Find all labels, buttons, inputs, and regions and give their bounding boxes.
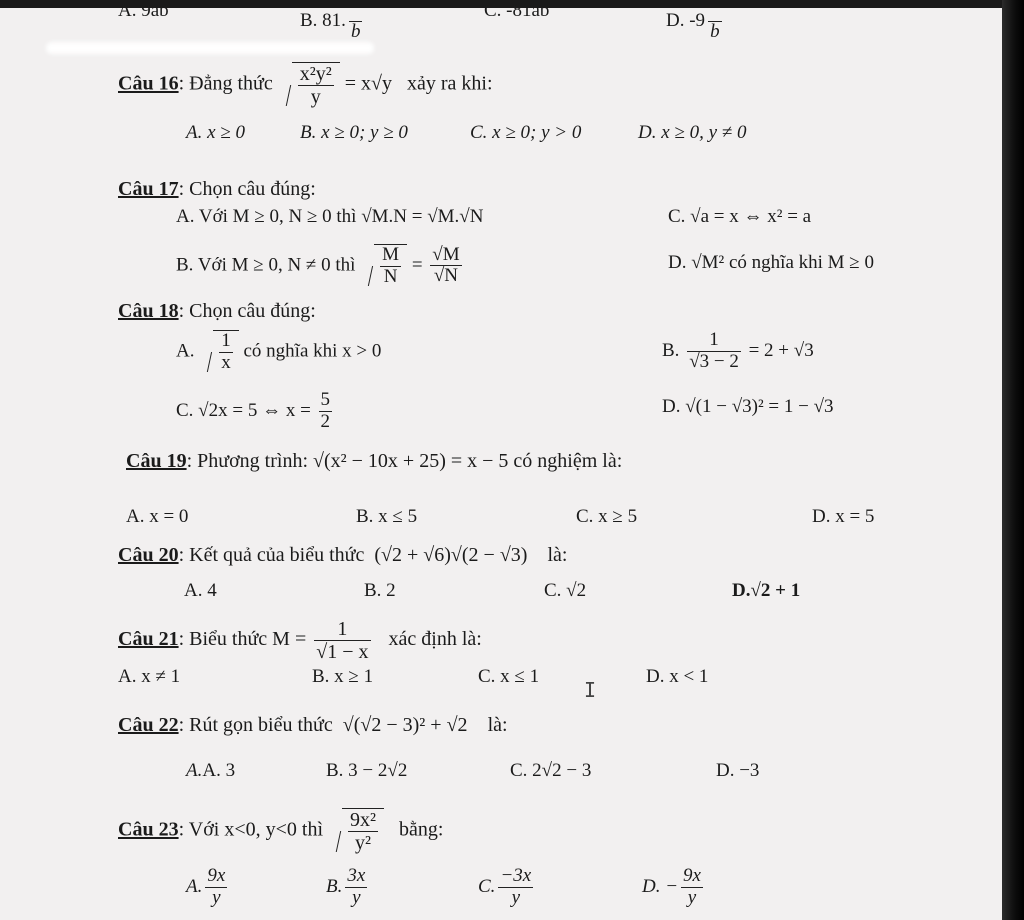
q15-option-b: B. 81. b: [300, 0, 365, 43]
question-text: : Chọn câu đúng:: [178, 178, 316, 200]
q17-option-c: C. √a = x ⇔ x² = a: [668, 206, 812, 227]
question-tail: là:: [547, 544, 568, 566]
q21-option-b: B. x ≥ 1: [312, 666, 374, 687]
q20-option-a: A. 4: [184, 580, 217, 601]
glare-highlight: [46, 42, 374, 54]
question-tail: xảy ra khi:: [407, 72, 493, 95]
q19-option-d: D. x = 5: [812, 506, 875, 527]
question-tail: xác định là:: [388, 628, 482, 651]
q21-option-d: D. x < 1: [646, 666, 709, 687]
screen-right-bezel: [1002, 0, 1024, 920]
question-18: [118, 300, 316, 323]
question-23: Câu 23: Với x<0, y<0 thì $\frac{\text{9x²}}{\text{y²}}$ bằng:: [118, 809, 444, 854]
q19-option-c: C. x ≥ 5: [576, 506, 638, 527]
q21-option-c: C. x ≤ 1: [478, 666, 540, 687]
text-cursor-icon: I: [584, 678, 597, 702]
q17-option-d: D. √M² có nghĩa khi M ≥ 0: [668, 252, 874, 273]
q15-option-d: D. -9 b: [666, 0, 725, 43]
question-22: [118, 714, 508, 737]
q22-option-c: C. 2√2 − 3: [510, 760, 592, 781]
fraction-numerator: x²y²: [299, 63, 332, 85]
question-text: : Phương trình:: [186, 450, 309, 472]
question-17: [118, 178, 316, 201]
q15-option-c: C. -81ab: [484, 0, 550, 21]
question-text: : Rút gọn biểu thức: [178, 714, 333, 736]
q16-option-d: D. x ≥ 0, y ≠ 0: [638, 122, 747, 143]
question-label: Câu 17: [118, 178, 179, 200]
question-text: : Đẳng thức: [178, 72, 273, 95]
question-label: Câu 16: [118, 72, 179, 95]
fraction-denominator: y: [310, 86, 321, 108]
q16-option-c: C. x ≥ 0; y > 0: [470, 122, 582, 143]
question-16: [118, 62, 493, 108]
question-label: Câu 22: [118, 714, 179, 736]
q23-option-c: C. $\frac{-3x}{y}$: [478, 865, 532, 908]
question-tail: bằng:: [399, 818, 444, 841]
expression: √(√2 − 3)² + √2: [342, 714, 468, 736]
expression: √(x² − 10x + 25) = x − 5 có nghiệm là:: [313, 450, 623, 472]
q17-option-a: A. Với M ≥ 0, N ≥ 0 thì √M.N = √M.√N: [176, 206, 484, 227]
q19-option-a: A. x = 0: [126, 506, 189, 527]
q20-option-c: C. √2: [544, 580, 587, 601]
question-20: [118, 544, 567, 567]
question-text: : Với x<0, y<0 thì: [178, 818, 324, 841]
question-tail: là:: [487, 714, 508, 736]
q16-option-a: A. x ≥ 0: [186, 122, 245, 143]
q21-option-a: A. x ≠ 1: [118, 666, 181, 687]
q18-option-b: B. $\frac{1}{√3 - 2}$ = 2 + √3: [662, 329, 814, 372]
sqrt-expression: [278, 62, 340, 108]
q22-option-d: D. −3: [716, 760, 760, 781]
question-21: Câu 21: Biểu thức M = $\frac{1}{√1 - x}$ xác định là:: [118, 618, 482, 663]
question-text: : Kết quả của biểu thức: [178, 544, 365, 566]
q18-option-c: C. √2x = 5 ⇔ x = $\frac{5}{2}$: [176, 389, 331, 432]
q17-option-b: B. Với M ≥ 0, N ≠ 0 thì $\frac{M}{N}$ = $\frac{√M}{√N}$: [176, 243, 460, 287]
question-text: : Biểu thức M =: [178, 628, 307, 651]
q15-option-a: A. 9ab: [118, 0, 169, 21]
question-19: [126, 450, 622, 473]
expression: (√2 + √6)√(2 − √3): [374, 544, 528, 566]
q20-option-d: D.√2 + 1: [732, 580, 801, 601]
question-text: : Chọn câu đúng:: [178, 300, 316, 322]
q19-option-b: B. x ≤ 5: [356, 506, 418, 527]
q23-option-a: A. $\frac{9x}{y}$: [186, 865, 226, 908]
q22-option-b: B. 3 − 2√2: [326, 760, 408, 781]
question-label: Câu 18: [118, 300, 179, 322]
question-label: Câu 20: [118, 544, 179, 566]
q23-option-d: D. − $\frac{9x}{y}$: [642, 865, 701, 908]
q20-option-b: B. 2: [364, 580, 396, 601]
q16-option-b: B. x ≥ 0; y ≥ 0: [300, 122, 408, 143]
q18-option-a: A. $\frac{1}{x}$ có nghĩa khi x > 0: [176, 330, 382, 373]
question-label: Câu 19: [126, 450, 187, 472]
question-label: Câu 21: [118, 628, 179, 651]
q18-option-d: D. √(1 − √3)² = 1 − √3: [662, 396, 834, 417]
question-label: Câu 23: [118, 818, 179, 841]
q22-option-a: A.A. 3: [186, 760, 236, 781]
expression: = x√y: [344, 72, 392, 95]
q23-option-b: B. $\frac{3x}{y}$: [326, 865, 366, 908]
